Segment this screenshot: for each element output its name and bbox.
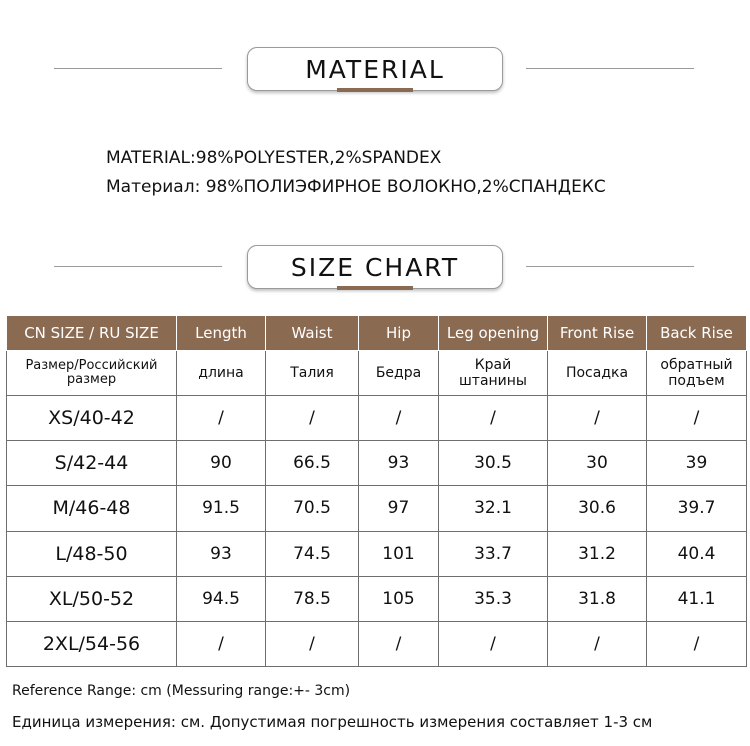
- leg-opening-cell: 35.3: [439, 576, 548, 621]
- material-right-rule: [526, 68, 694, 69]
- waist-cell: 78.5: [266, 576, 359, 621]
- back-rise-cell: /: [647, 396, 747, 441]
- header-ru-hip: Бедра: [359, 351, 439, 396]
- waist-cell: 74.5: [266, 531, 359, 576]
- material-line-en: MATERIAL:98%POLYESTER,2%SPANDEX: [106, 148, 442, 168]
- header-ru-back-rise: обратный подъем: [647, 351, 747, 396]
- size-cell: 2XL/54-56: [7, 621, 177, 666]
- size-cell: L/48-50: [7, 531, 177, 576]
- size-chart-title-box: [247, 245, 503, 289]
- hip-cell: /: [359, 396, 439, 441]
- size-cell: M/46-48: [7, 486, 177, 531]
- table-row: [7, 441, 747, 486]
- table-row: [7, 396, 747, 441]
- table-row: [7, 576, 747, 621]
- hip-cell: 105: [359, 576, 439, 621]
- table-header-ru-row: [7, 351, 747, 396]
- hip-cell: 101: [359, 531, 439, 576]
- back-rise-cell: /: [647, 621, 747, 666]
- material-title-box: [247, 47, 503, 91]
- waist-cell: 70.5: [266, 486, 359, 531]
- back-rise-cell: 39: [647, 441, 747, 486]
- table-row: [7, 486, 747, 531]
- hip-cell: 97: [359, 486, 439, 531]
- header-ru-waist: Талия: [266, 351, 359, 396]
- size-chart-table: [6, 315, 747, 667]
- size-left-rule: [54, 266, 222, 267]
- size-cell: XS/40-42: [7, 396, 177, 441]
- header-ru-length: длина: [177, 351, 266, 396]
- size-chart-title: SIZE CHART: [290, 252, 460, 282]
- header-ru-leg-opening: Край штанины: [439, 351, 548, 396]
- material-line-ru: Материал: 98%ПОЛИЭФИРНОЕ ВОЛОКНО,2%СПАНДЕКС: [106, 177, 606, 197]
- header-ru-front-rise: Посадка: [548, 351, 647, 396]
- header-hip: Hip: [359, 316, 439, 351]
- material-left-rule: [54, 68, 222, 69]
- header-waist: Waist: [266, 316, 359, 351]
- header-leg-opening: Leg opening: [439, 316, 548, 351]
- back-rise-cell: 40.4: [647, 531, 747, 576]
- front-rise-cell: 31.2: [548, 531, 647, 576]
- front-rise-cell: 30.6: [548, 486, 647, 531]
- waist-cell: /: [266, 621, 359, 666]
- front-rise-cell: /: [548, 396, 647, 441]
- reference-range-ru: Единица измерения: см. Допустимая погрешность измерения составляет 1-3 см: [12, 713, 653, 731]
- leg-opening-cell: 33.7: [439, 531, 548, 576]
- length-cell: 94.5: [177, 576, 266, 621]
- size-cell: S/42-44: [7, 441, 177, 486]
- header-cn-ru-size: CN SIZE / RU SIZE: [7, 316, 177, 351]
- back-rise-cell: 41.1: [647, 576, 747, 621]
- length-cell: 90: [177, 441, 266, 486]
- leg-opening-cell: 32.1: [439, 486, 548, 531]
- leg-opening-cell: 30.5: [439, 441, 548, 486]
- size-right-rule: [526, 266, 694, 267]
- hip-cell: 93: [359, 441, 439, 486]
- table-row: [7, 531, 747, 576]
- back-rise-cell: 39.7: [647, 486, 747, 531]
- size-cell: XL/50-52: [7, 576, 177, 621]
- header-ru-size: Размер/Российский размер: [7, 351, 177, 396]
- length-cell: /: [177, 396, 266, 441]
- material-title-underline: [337, 88, 413, 92]
- leg-opening-cell: /: [439, 621, 548, 666]
- length-cell: 93: [177, 531, 266, 576]
- header-length: Length: [177, 316, 266, 351]
- length-cell: /: [177, 621, 266, 666]
- waist-cell: 66.5: [266, 441, 359, 486]
- leg-opening-cell: /: [439, 396, 548, 441]
- waist-cell: /: [266, 396, 359, 441]
- hip-cell: /: [359, 621, 439, 666]
- header-front-rise: Front Rise: [548, 316, 647, 351]
- table-header-row: [7, 316, 747, 351]
- front-rise-cell: 31.8: [548, 576, 647, 621]
- header-back-rise: Back Rise: [647, 316, 747, 351]
- front-rise-cell: /: [548, 621, 647, 666]
- reference-range-en: Reference Range: cm (Messuring range:+- 3cm): [12, 683, 351, 699]
- front-rise-cell: 30: [548, 441, 647, 486]
- size-chart-title-underline: [337, 286, 413, 290]
- material-title: MATERIAL: [305, 54, 445, 84]
- table-row: [7, 621, 747, 666]
- length-cell: 91.5: [177, 486, 266, 531]
